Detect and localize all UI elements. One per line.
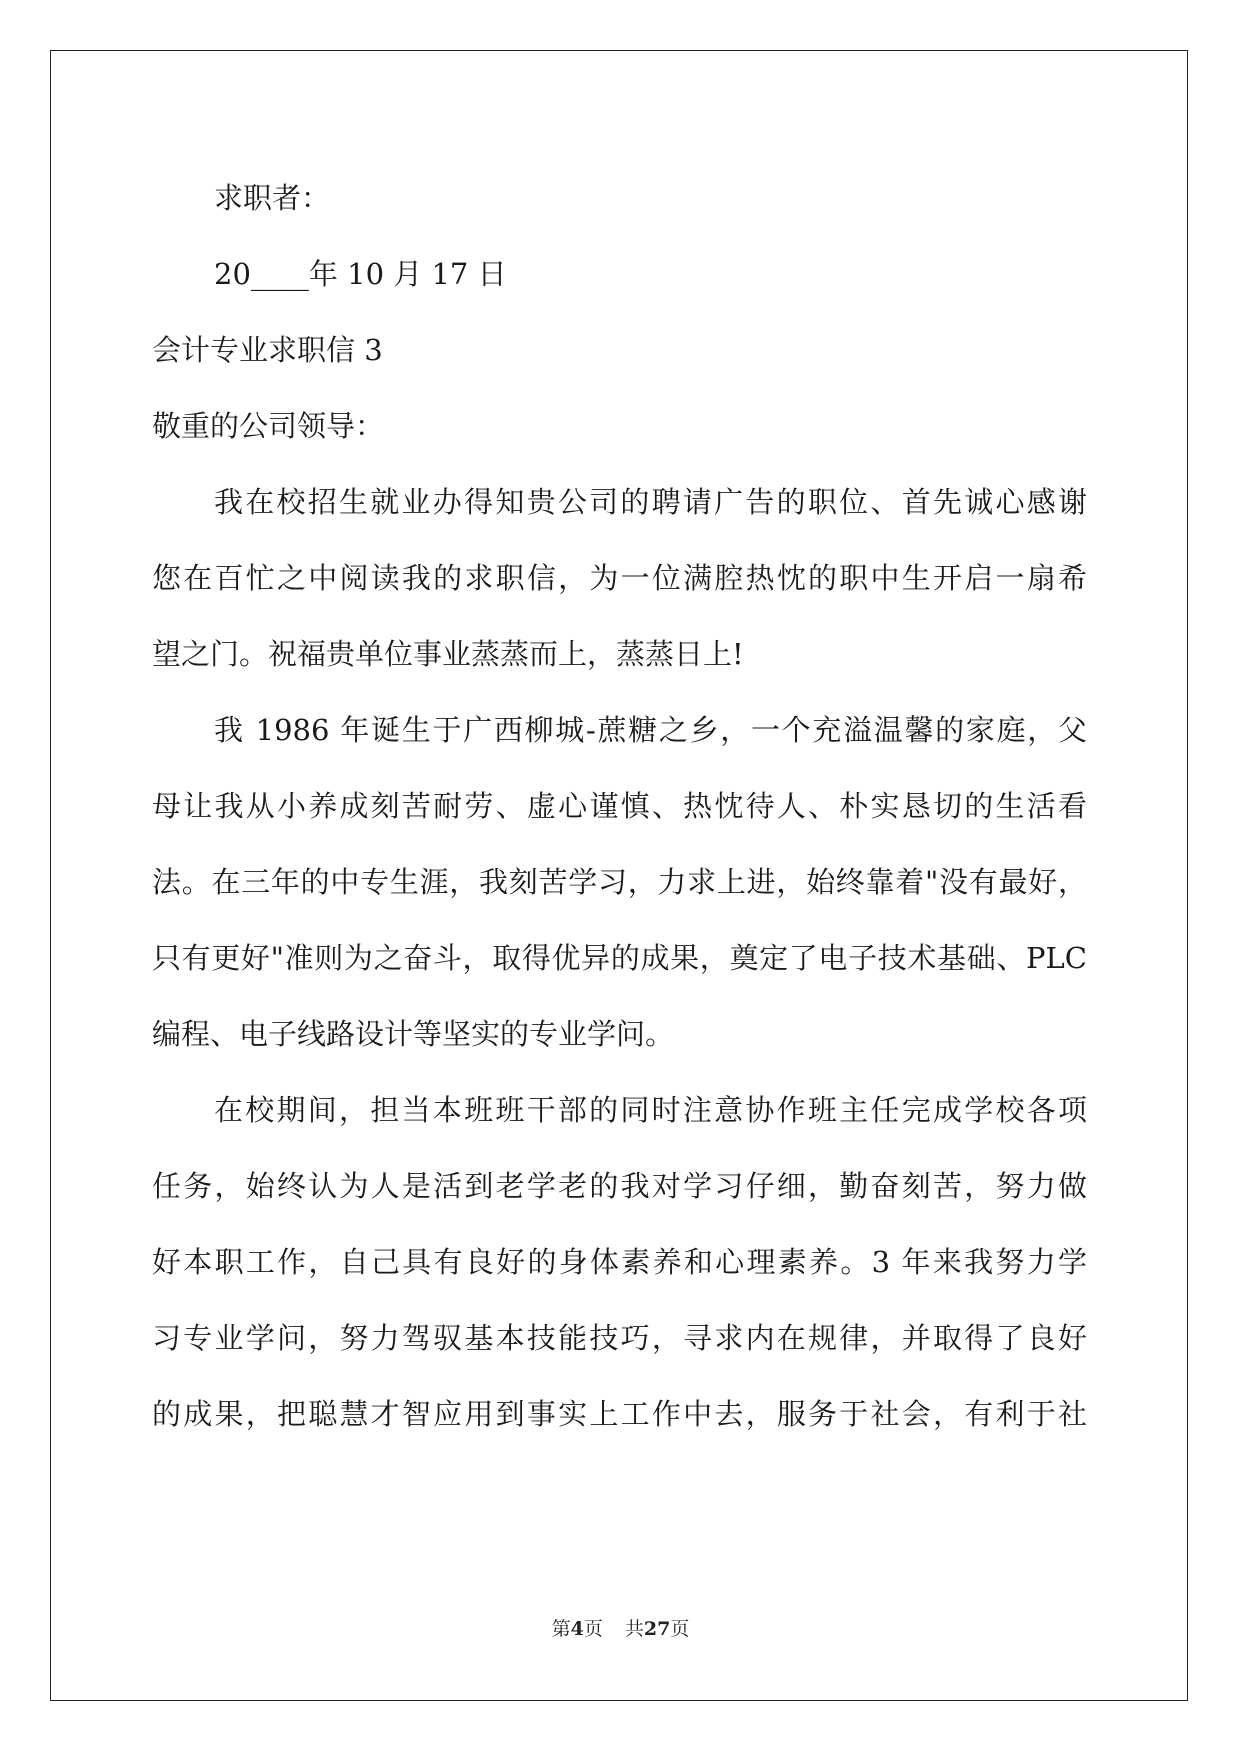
paragraph-2 <box>152 692 1087 1072</box>
paragraph-line: 法。在三年的中专生涯，我刻苦学习，力求上进，始终靠着"没有最好， <box>152 865 1087 899</box>
paragraph-line: 只有更好"准则为之奋斗，取得优异的成果，奠定了电子技术基础、PLC <box>152 941 1087 975</box>
paragraph-line: 好本职工作，自己具有良好的身体素养和心理素养。3 年来我努力学 <box>152 1245 1087 1279</box>
footer-page-word: 页 <box>583 1618 603 1640</box>
paragraph-line: 望之门。祝福贵单位事业蒸蒸而上，蒸蒸日上! <box>152 637 744 671</box>
paragraph-3 <box>152 1072 1087 1452</box>
paragraph-line: 我 1986 年诞生于广西柳城-蔗糖之乡，一个充溢温馨的家庭，父 <box>214 713 1087 747</box>
salutation: 敬重的公司领导： <box>152 409 385 443</box>
paragraph-line: 任务，始终认为人是活到老学老的我对学习仔细，勤奋刻苦，努力做 <box>152 1169 1087 1203</box>
page-footer <box>0 1614 1241 1641</box>
total-pages-number: 27 <box>643 1618 671 1640</box>
paragraph-1 <box>152 464 1087 692</box>
current-page-number: 4 <box>570 1618 584 1640</box>
letter-date: 20____年 10 月 17 日 <box>214 257 507 291</box>
signature-label: 求职者： <box>214 181 331 215</box>
letter-heading: 会计专业求职信 3 <box>152 333 383 367</box>
paragraph-line: 的成果，把聪慧才智应用到事实上工作中去，服务于社会，有利于社 <box>152 1397 1087 1431</box>
document-body <box>152 160 1087 1452</box>
footer-prefix: 第 <box>551 1618 571 1640</box>
paragraph-line: 我在校招生就业办得知贵公司的聘请广告的职位、首先诚心感谢 <box>214 485 1087 519</box>
footer-total-prefix: 共 <box>624 1618 644 1640</box>
paragraph-line: 习专业学问，努力驾驭基本技能技巧，寻求内在规律，并取得了良好 <box>152 1321 1087 1355</box>
footer-total-suffix: 页 <box>670 1618 690 1640</box>
paragraph-line: 编程、电子线路设计等坚实的专业学问。 <box>152 1017 675 1051</box>
paragraph-line: 母让我从小养成刻苦耐劳、虚心谨慎、热忱待人、朴实恳切的生活看 <box>152 789 1087 823</box>
paragraph-line: 您在百忙之中阅读我的求职信，为一位满腔热忱的职中生开启一扇希 <box>152 561 1087 595</box>
paragraph-line: 在校期间，担当本班班干部的同时注意协作班主任完成学校各项 <box>214 1093 1087 1127</box>
